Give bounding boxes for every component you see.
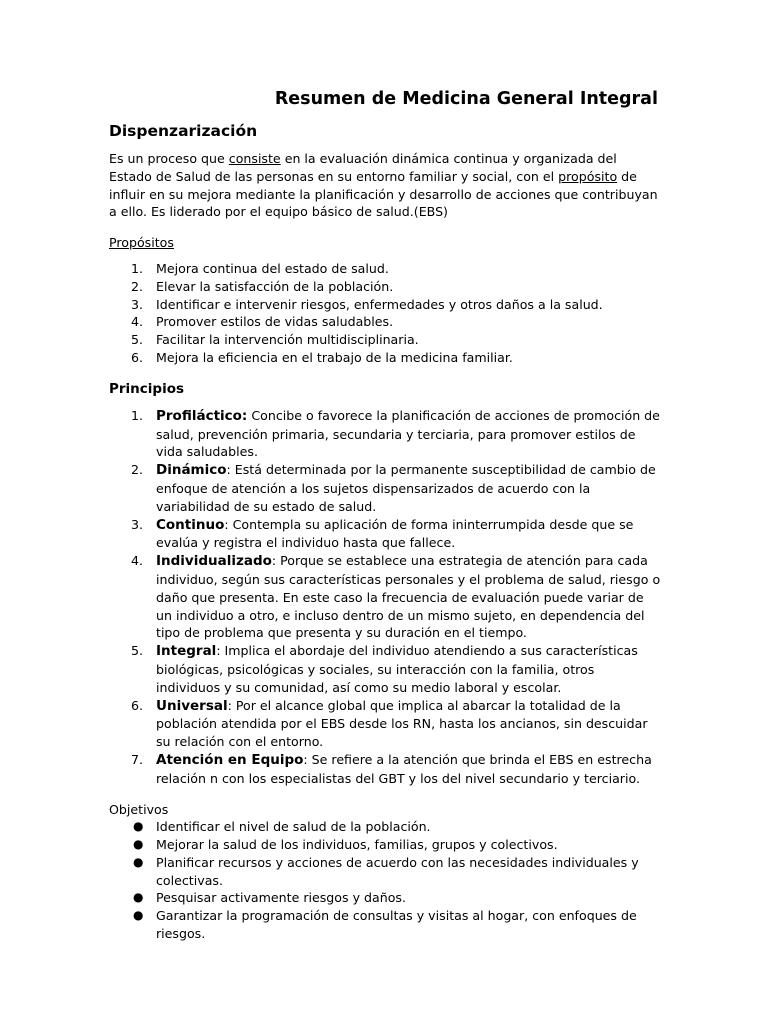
objetivos-heading: Objetivos bbox=[109, 801, 169, 817]
principio-description: : Implica el abordaje del individuo atendiendo a sus características biológicas, psicológicas y sociales, su interacción con la familia, otros individuos y su comunidad, así como su medio laboral y escolar. bbox=[156, 643, 638, 695]
principio-description: : Porque se establece una estrategia de atención para cada individuo, según sus características personales y el problema de salud, riesgo o daño que presenta. En este caso la frecuencia de evaluación puede variar de un individuo a otro, e incluso dentro de un mismo sujeto, en dependencia del tipo de problema que presenta y su duración en el tiempo. bbox=[156, 553, 661, 641]
principio-description: : Se refiere a la atención que brinda el EBS en estrecha relación n con los especialistas del GBT y los del nivel secundario y terciario. bbox=[156, 751, 652, 786]
intro-text-2: en la evaluación dinámica continua y organizada del Estado de Salud de las personas en su entorno familiar y social, con el bbox=[109, 151, 617, 184]
intro-paragraph bbox=[109, 150, 661, 221]
objetivo-item bbox=[109, 818, 661, 836]
principio-term: Individualizado bbox=[156, 553, 272, 570]
proposito-item bbox=[109, 296, 661, 314]
principio-term: Universal bbox=[156, 697, 228, 714]
proposito-item bbox=[109, 260, 661, 278]
proposito-item bbox=[109, 313, 661, 331]
proposito-item bbox=[109, 278, 661, 296]
list-number: 5. bbox=[131, 332, 144, 348]
objetivo-item bbox=[109, 907, 661, 943]
list-item-text: Elevar la satisfacción de la población. bbox=[156, 278, 394, 294]
bullet-icon: ● bbox=[133, 819, 144, 834]
principio-item bbox=[109, 461, 661, 515]
list-number: 3. bbox=[131, 296, 144, 312]
principio-term: Atención en Equipo bbox=[156, 751, 304, 768]
principios-heading: Principios bbox=[109, 380, 185, 397]
principio-term: Profiláctico: bbox=[156, 407, 248, 424]
principio-item bbox=[109, 407, 661, 461]
list-item-text: Mejorar la salud de los individuos, familias, grupos y colectivos. bbox=[156, 837, 558, 853]
principio-term: Integral bbox=[156, 643, 217, 660]
list-item-text: Mejora continua del estado de salud. bbox=[156, 260, 389, 276]
principio-item bbox=[109, 516, 661, 553]
principio-description: : Por el alcance global que implica al abarcar la totalidad de la población atendida por el EBS desde los RN, hasta los ancianos, sin descuidar su relación con el entorno. bbox=[156, 697, 648, 750]
principio-description: Concibe o favorece la planificación de acciones de promoción de salud, prevención primaria, secundaria y terciaria, para promover estilos de vida saludables. bbox=[156, 407, 660, 460]
bullet-icon: ● bbox=[133, 837, 144, 852]
principio-description: : Contempla su aplicación de forma ininterrumpida desde que se evalúa y registra el individuo hasta que fallece. bbox=[156, 516, 634, 551]
list-number: 3. bbox=[131, 516, 144, 532]
objetivo-item bbox=[109, 889, 661, 907]
list-number: 4. bbox=[131, 553, 144, 569]
list-item-text: Promover estilos de vidas saludables. bbox=[156, 314, 394, 330]
list-number: 1. bbox=[131, 407, 144, 423]
objetivo-item bbox=[109, 854, 661, 890]
principio-term: Continuo bbox=[156, 516, 225, 533]
objetivo-item bbox=[109, 836, 661, 854]
principio-item bbox=[109, 751, 661, 788]
list-item-text: Pesquisar activamente riesgos y daños. bbox=[156, 890, 406, 906]
list-number: 2. bbox=[131, 462, 144, 478]
propositos-heading: Propósitos bbox=[109, 235, 174, 251]
list-number: 6. bbox=[131, 697, 144, 713]
list-number: 2. bbox=[131, 278, 144, 294]
list-item-text: Mejora la eficiencia en el trabajo de la medicina familiar. bbox=[156, 349, 513, 365]
list-number: 7. bbox=[131, 751, 144, 767]
list-number: 5. bbox=[131, 643, 144, 659]
principio-item bbox=[109, 552, 661, 642]
document-body bbox=[109, 121, 661, 943]
principio-term: Dinámico bbox=[156, 462, 227, 479]
list-item-text: Identificar el nivel de salud de la población. bbox=[156, 819, 431, 835]
list-item-text: Facilitar la intervención multidisciplinaria. bbox=[156, 332, 419, 348]
section-heading: Dispenzarización bbox=[109, 122, 258, 140]
intro-text-3: de influir en su mejora mediante la planificación y desarrollo de acciones que contribuyan a ello. Es liderado por el equipo básico de salud.(EBS) bbox=[109, 168, 658, 220]
list-item-text: Garantizar la programación de consultas y visitas al hogar, con enfoques de riesgos. bbox=[156, 908, 637, 942]
intro-link-consiste[interactable]: consiste bbox=[228, 151, 281, 166]
proposito-item bbox=[109, 331, 661, 349]
objetivos-list bbox=[109, 818, 661, 943]
list-number: 6. bbox=[131, 349, 144, 365]
document-title: Resumen de Medicina General Integral bbox=[274, 89, 658, 109]
intro-text-1: Es un proceso que bbox=[109, 151, 229, 166]
principio-item bbox=[109, 642, 661, 696]
principio-description: : Está determinada por la permanente susceptibilidad de cambio de enfoque de atención a los sujetos dispensarizados de acuerdo con la variabilidad de su estado de salud. bbox=[156, 462, 656, 514]
bullet-icon: ● bbox=[133, 908, 144, 923]
principios-list bbox=[109, 407, 661, 788]
propositos-list bbox=[109, 260, 661, 367]
principio-item bbox=[109, 697, 661, 751]
list-number: 1. bbox=[131, 260, 144, 276]
list-item-text: Identificar e intervenir riesgos, enfermedades y otros daños a la salud. bbox=[156, 296, 603, 312]
list-item-text: Planificar recursos y acciones de acuerdo con las necesidades individuales y colectivas. bbox=[156, 854, 639, 888]
proposito-item bbox=[109, 349, 661, 367]
intro-link-proposito[interactable]: propósito bbox=[558, 168, 618, 184]
bullet-icon: ● bbox=[133, 890, 144, 905]
bullet-icon: ● bbox=[133, 854, 144, 869]
list-number: 4. bbox=[131, 314, 144, 330]
